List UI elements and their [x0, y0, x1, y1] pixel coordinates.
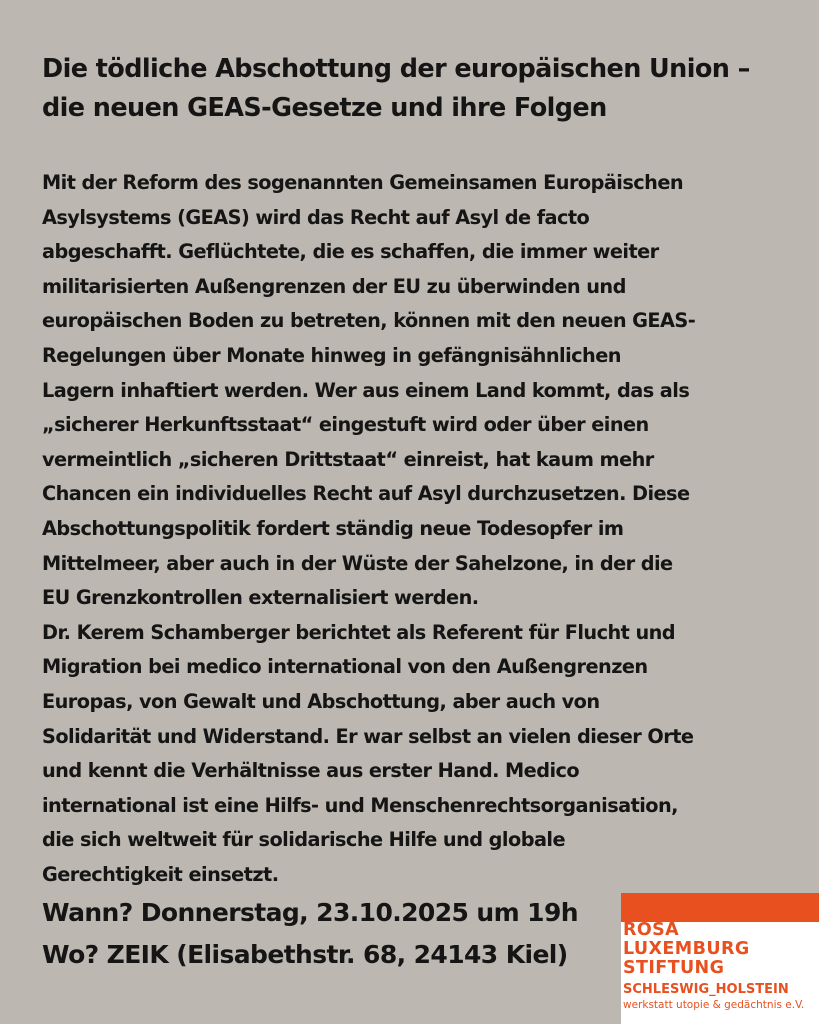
logo-region: SCHLESWIG_HOLSTEIN: [623, 982, 789, 997]
body-line: vermeintlich „sicheren Drittstaat“ einreist, hat kaum mehr: [42, 447, 654, 471]
body-line: Gerechtigkeit einsetzt.: [42, 862, 279, 886]
description-text: [42, 166, 812, 892]
body-line: militarisierten Außengrenzen der EU zu überwinden und: [42, 274, 626, 298]
body-line: und kennt die Verhältnisse aus erster Hand. Medico: [42, 759, 580, 783]
title-line-2: die neuen GEAS-Gesetze und ihre Folgen: [42, 93, 607, 123]
logo-name-line-3: STIFTUNG: [623, 958, 725, 978]
body-line: Mit der Reform des sogenannten Gemeinsamen Europäischen: [42, 171, 684, 194]
body-line: Solidarität und Widerstand. Er war selbst an vielen dieser Orte: [42, 724, 694, 748]
event-where: Wo? ZEIK (Elisabethstr. 68, 24143 Kiel): [42, 940, 568, 969]
event-details: [42, 892, 622, 976]
body-line: Asylsystems (GEAS) wird das Recht auf Asyl de facto: [42, 205, 590, 229]
logo-name-line-1: ROSA: [623, 920, 680, 940]
body-line: Europas, von Gewalt und Abschottung, aber auch von: [42, 689, 600, 713]
body-line: europäischen Boden zu betreten, können mit den neuen GEAS-: [42, 309, 696, 333]
body-line: Mittelmeer, aber auch in der Wüste der Sahelzone, in der die: [42, 551, 673, 575]
body-line: „sicherer Herkunftsstaat“ eingestuft wird oder über einen: [42, 413, 649, 437]
body-line: Regelungen über Monate hinweg in gefängnisähnlichen: [42, 343, 621, 367]
body-line: Lagern inhaftiert werden. Wer aus einem Land kommt, das als: [42, 378, 690, 402]
logo-name-line-2: LUXEMBURG: [623, 939, 750, 959]
event-when: Wann? Donnerstag, 23.10.2025 um 19h: [42, 898, 578, 927]
body-line: Abschottungspolitik fordert ständig neue Todesopfer im: [42, 516, 624, 540]
body-line: Dr. Kerem Schamberger berichtet als Referent für Flucht und: [42, 620, 676, 644]
body-line: international ist eine Hilfs- und Menschenrechtsorganisation,: [42, 793, 678, 817]
body-line: Chancen ein individuelles Recht auf Asyl durchzusetzen. Diese: [42, 482, 690, 506]
body-line: die sich weltweit für solidarische Hilfe und globale: [42, 828, 565, 852]
title-line-1: Die tödliche Abschottung der europäischen Union –: [42, 54, 750, 84]
body-line: EU Grenzkontrollen externalisiert werden.: [42, 586, 479, 610]
logo-accent-bar: [621, 893, 819, 922]
logo-subtitle: werkstatt utopie & gedächtnis e.V.: [623, 999, 805, 1011]
logo-wordmark: [623, 921, 750, 978]
body-line: abgeschafft. Geflüchtete, die es schaffen, die immer weiter: [42, 240, 659, 264]
rosa-luxemburg-stiftung-logo: [621, 893, 819, 1024]
page-title: [42, 50, 802, 128]
body-line: Migration bei medico international von den Außengrenzen: [42, 655, 648, 679]
